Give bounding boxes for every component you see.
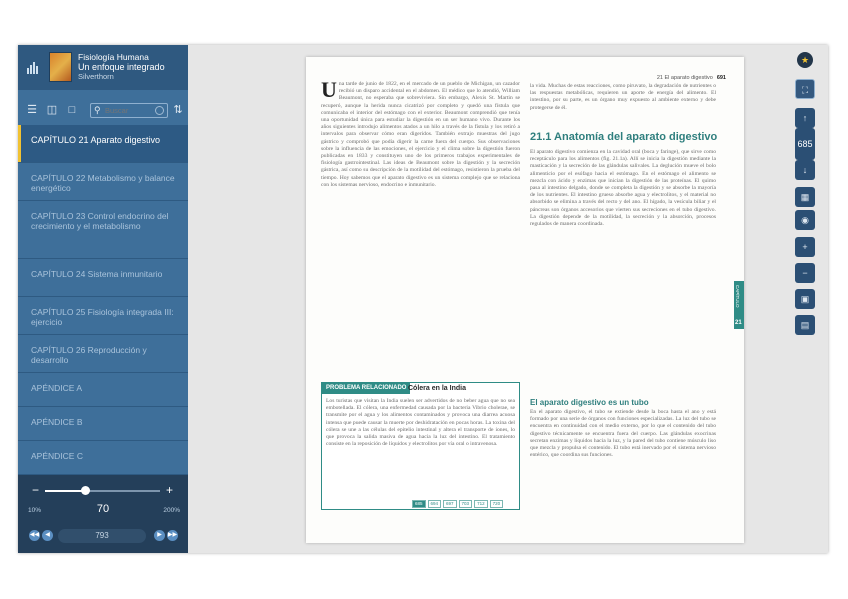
book-title-line2: Un enfoque integrado (78, 62, 165, 72)
fullscreen-icon[interactable]: ⛶ (795, 79, 815, 99)
timeline-page[interactable]: 703 (459, 500, 473, 508)
chapter-tab (734, 281, 744, 329)
running-head-title: 21 El aparato digestivo (656, 75, 713, 81)
notes-icon[interactable]: ▤ (795, 315, 815, 335)
next-page-icon[interactable]: ▶ (154, 530, 165, 541)
book-title (78, 52, 165, 82)
last-page-icon[interactable]: ▶▶ (167, 530, 178, 541)
library-icon[interactable] (26, 62, 40, 74)
problem-timeline (412, 500, 505, 508)
timeline-page[interactable]: 697 (443, 500, 457, 508)
intro-paragraph: na tarde de junio de 1822, en el mercado de un pueblo de Michigan, un cazador recibió un disparo accidental en el abdomen. El médico que lo atendió, William Beaumont, no esperaba que sobreviviera. Sin embargo, Alexis St. Martin se recuperó, aunque la herida nunca cicatrizó por completo y quedó una fístula que comunicaba el interior del estómago con el exterior. Beaumont comprendió que tenía una oportunidad única para estudiar la digestión en un ser humano vivo. Durante los años siguientes introdujo alimentos atados a un hilo a través de la fístula y los retiró a intervalos para observar cómo eran digeridos. También extrajo muestras del jugo gástrico y comprobó que podía digerir la carne fuera del cuerpo. Sus observaciones sobre la influencia de las emociones, el ejercicio y el clima sobre la digestión fueron publicadas en 1833 y constituyen uno de los primeros trabajos experimentales de fisiología gastrointestinal. Las ideas de Beaumont sobre la digestión y la secreción gástrica, así como su descripción de la motilidad del estómago, resistieron la prueba del tiempo. Hoy sabemos que el aparato digestivo es un sistema complejo que se relaciona con los sistemas nervioso, endocrino e inmunitario. (321, 81, 520, 188)
document-icon[interactable]: ▣ (795, 289, 815, 309)
prev-page-icon[interactable]: ◀ (42, 530, 53, 541)
chapter-item[interactable] (18, 297, 188, 335)
related-problem-box (321, 382, 520, 510)
problem-header (322, 383, 521, 394)
chapter-item[interactable] (18, 373, 188, 407)
chapter-label: APÉNDICE B (31, 417, 83, 427)
sidebar (18, 45, 188, 553)
zoom-out-icon[interactable]: − (795, 263, 815, 283)
sidebar-toolbar (18, 98, 188, 122)
chapter-label: CAPÍTULO 23 Control endocrino del crecimiento y el metabolismo (31, 211, 169, 231)
bookmark-icon[interactable]: ▦ (795, 187, 815, 207)
page-number-field[interactable]: 793 (58, 529, 146, 543)
scroll-up-icon[interactable]: ↑ (795, 108, 815, 128)
scroll-down-icon[interactable]: ↓ (795, 160, 815, 180)
chapter-item[interactable] (18, 125, 188, 163)
drop-cap: U (321, 81, 337, 102)
zoom-controls (18, 475, 188, 553)
section-body: El aparato digestivo comienza en la cavidad oral (boca y faringe), que sirve como receptáculo para los alimentos (fig. 21.1a). Allí se inicia la digestión mediante la masticación y la secreción de las glándulas salivales. La deglución mueve el bolo alimenticio por el esófago hacia el estómago. En el estómago el alimento se mezcla con ácido y enzimas que inician la digestión de las proteínas. El quimo pasa al intestino delgado, donde se completa la digestión y se absorbe la mayoría de los nutrientes. El intestino grueso absorbe agua y electrolitos, y el material no absorbido se elimina a través del recto y del ano. El hígado, la vesícula biliar y el páncreas son órganos accesorios que vierten sus secreciones en el tubo digestivo. La digestión depende de la motilidad, la secreción y la absorción, procesos regulados de manera coordinada. (530, 149, 716, 228)
chapter-item[interactable] (18, 441, 188, 475)
running-head (657, 75, 726, 81)
zoom-slider[interactable] (45, 490, 160, 492)
zoom-max-label: 200% (163, 507, 180, 514)
chapter-label: APÉNDICE A (31, 383, 83, 393)
zoom-slider-handle[interactable] (81, 486, 90, 495)
search-input[interactable] (105, 105, 155, 116)
chapter-label: APÉNDICE C (31, 451, 83, 461)
chapter-label: CAPÍTULO 24 Sistema inmunitario (31, 269, 163, 279)
reader-app (18, 45, 828, 553)
first-page-icon[interactable]: ◀◀ (29, 530, 40, 541)
badge-icon[interactable]: ★ (797, 52, 813, 68)
chapter-label: CAPÍTULO 26 Reproducción y desarrollo (31, 345, 147, 365)
chapter-item[interactable] (18, 201, 188, 259)
page-number: 691 (716, 75, 726, 81)
zoom-min-label: 10% (28, 507, 42, 514)
chapter-item[interactable] (18, 163, 188, 201)
subsection-heading: El aparato digestivo es un tubo (530, 398, 649, 407)
bookmark-list-icon[interactable]: □ (68, 104, 76, 116)
search-box[interactable] (90, 103, 168, 118)
timeline-page[interactable]: 712 (474, 500, 488, 508)
problem-label: PROBLEMA RELACIONADO (322, 383, 410, 394)
chapter-item[interactable] (18, 335, 188, 373)
book-author: Silverthorn (78, 72, 114, 81)
zoom-in-icon[interactable]: + (795, 237, 815, 257)
problem-title: Cólera en la India (408, 385, 466, 392)
zoom-in-button[interactable]: + (166, 483, 174, 497)
page-indicator[interactable]: 685 (795, 128, 815, 160)
book-title-line1: Fisiología Humana (78, 52, 149, 62)
search-icon: ⚲ (94, 105, 101, 115)
book-page (306, 57, 744, 543)
list-icon[interactable]: ☰ (27, 104, 37, 116)
timeline-page[interactable]: 720 (490, 500, 504, 508)
chapter-list (18, 125, 188, 475)
timeline-page[interactable]: 694 (428, 500, 442, 508)
chapter-item[interactable] (18, 407, 188, 441)
audio-icon[interactable]: ◉ (795, 210, 815, 230)
zoom-out-button[interactable]: − (32, 483, 40, 497)
chapter-label: CAPÍTULO 22 Metabolismo y balance energético (31, 173, 175, 193)
zoom-fill (45, 490, 85, 492)
section-heading: 21.1 Anatomía del aparato digestivo (530, 131, 718, 143)
chapter-label: CAPÍTULO 25 Fisiología integrada III: ejercicio (31, 307, 174, 327)
book-cover (49, 52, 72, 82)
chapter-tab-number: 21 (735, 320, 742, 326)
search-clear-icon[interactable] (155, 106, 164, 115)
timeline-page[interactable]: 685 (412, 500, 426, 508)
chapter-tab-label: CAPÍTULO (735, 285, 740, 308)
chapter-label: CAPÍTULO 21 Aparato digestivo (31, 135, 161, 145)
zoom-value: 70 (96, 503, 110, 515)
subsection-body: En el aparato digestivo, el tubo se extiende desde la boca hasta el ano y está formado por una serie de órganos con funciones especializadas. La luz del tubo se encuentra en continuidad con el medio externo, por lo que el contenido del tubo digestivo técnicamente se encuentra fuera del cuerpo. Las glándulas exocrinas secretan enzimas y líquidos hacia la luz, y la pared del tubo contiene músculo liso que mezcla y propulsa el contenido. El tubo está inervado por el sistema nervioso entérico, que coordina sus funciones. (530, 409, 716, 459)
book-header (18, 45, 188, 90)
thumbnails-icon[interactable]: ◫ (46, 104, 58, 116)
intro-text (321, 81, 520, 381)
problem-text: Los turistas que visitan la India suelen ser advertidos de no beber agua que no sea embotellada. El cólera, una enfermedad causada por la bacteria Vibrio cholerae, se transmite por el agua y los alimentos contaminados y provoca una diarrea acuosa intensa que puede causar la muerte por deshidratación en pocas horas. La toxina del cólera se une a las células del epitelio intestinal y altera el transporte de iones, lo que provoca la salida masiva de agua hacia la luz del intestino. El tratamiento consiste en la reposición de líquidos y electrolitos por vía oral o intravenosa. (326, 398, 515, 448)
sort-icon[interactable]: ⇅ (173, 104, 183, 116)
chapter-item[interactable] (18, 259, 188, 297)
right-column-intro: la vida. Muchas de estas reacciones, como piruvato, la degradación de nutrientes o las respuestas metabólicas, requieren un aporte de energía del alimento. El intestino, por su parte, es un órgano muy expuesto al ambiente externo y debe protegerse de él. (530, 83, 716, 111)
